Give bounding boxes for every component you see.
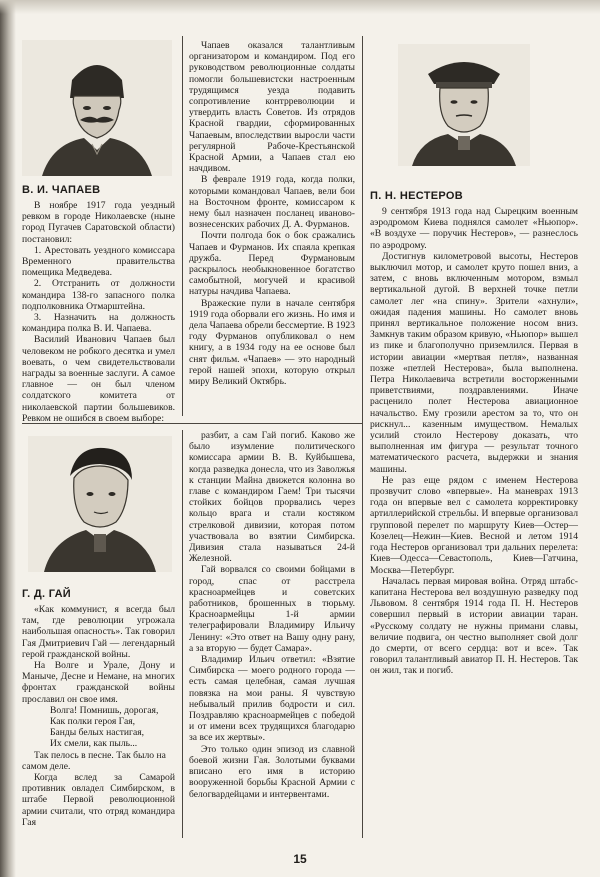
- column-rule-left: [182, 36, 183, 416]
- column-gai-middle: [189, 430, 355, 840]
- portrait-icon: [398, 44, 530, 166]
- chapaev-caption: В. И. ЧАПАЕВ: [22, 184, 101, 196]
- paragraph: «Как коммунист, я всегда был там, где революции угрожала наибольшая опасность». Так говорил Гая Дмитриевич Гай — легендарный герой гражданской войны.: [22, 604, 175, 660]
- page-top-shadow: [0, 0, 600, 14]
- paragraph: В ноябре 1917 года уездный ревком в городе Николаевске (ныне город Пугачев Саратовской области) постановил:: [22, 200, 175, 245]
- paragraph: В феврале 1919 года, когда полки, которыми командовал Чапаев, вели бои на Восточном фронте, комиссаром к нему был назначен посланец иваново-вознесенских рабочих Д. А. Фурманов.: [189, 174, 355, 231]
- paragraph: Вражеские пули в начале сентября 1919 года оборвали его жизнь. Но имя и дела Чапаева обрели бессмертие. В 1923 году Фурманов опубликовал о нем книгу, а в 1934 году на ее основе был снят фильм. «Чапаев» — это народный герой нашей эпохи, которую открыл миру Великий Октябрь.: [189, 297, 355, 388]
- song-line: Их смели, как пыль...: [50, 738, 138, 750]
- paragraph: Гай ворвался со своими бойцами в город, спас от расстрела красноармейцев и советских работников, брошенных в тюрьму. Красноармейцы 1-й армии телеграфировали Владимиру Ильичу Ленину: «Это ответ на Вашу одну рану, а за вторую — будет Самара».: [189, 564, 355, 654]
- paragraph: 1. Арестовать уездного комиссара Временного правительства помещика Медведева.: [22, 244, 175, 279]
- column-gai-left: [22, 604, 175, 840]
- gai-caption: Г. Д. ГАЙ: [22, 588, 72, 600]
- paragraph: Владимир Ильич ответил: «Взятие Симбирска — моего родного города — есть самая целебная, самая лучшая повязка на мои раны. Я чувствую небывалый прилив бодрости и сил. Поздравляю красноармейцев с победой и от имени всех трудящихся благодарю за все их жертвы».: [189, 654, 355, 744]
- paragraph: Почти полгода бок о бок сражались Чапаев и Фурманов. Их спаяла крепкая дружба. Перед Фурмановым раскрылось необыкновенное богатство самобытной, могучей и красивой натуры начдива Чапаева.: [189, 230, 355, 298]
- paragraph: 9 сентября 1913 года над Сырецким военным аэродромом Киева поднялся самолет «Ньюпор». «В воздухе — поручик Нестеров», — разнеслось по аэродрому.: [370, 206, 578, 251]
- song-line: Как полки героя Гая,: [50, 716, 136, 728]
- paragraph: Василий Иванович Чапаев был человеком не робкого десятка и умел воевать, о чем свидетельствовали награды за военные заслуги. А самое главное — он был членом солдатского комитета от николаевской партии большевиков. Ревком не ошибся в своем выборе:: [22, 334, 175, 424]
- portrait-icon: [22, 40, 172, 176]
- nesterov-portrait: [398, 44, 530, 166]
- column-rule-right: [362, 36, 363, 838]
- song-line: Волга! Помнишь, дорогая,: [50, 704, 159, 716]
- paragraph: Чапаев оказался талантливым организатором и командиром. Под его руководством революционные солдаты помогли большевистски настроенным трудящимся уезда подавить сопротивление контрреволюции и утвердить власть Советов. Из отрядов Красной гвардии, сформированных Чапаевым, впоследствии выросли части регулярной Рабоче-Крестьянской Красной Армии, а Чапаев стал ею начдивом.: [189, 40, 355, 175]
- chapaev-portrait: [22, 40, 172, 176]
- gai-portrait: [28, 436, 172, 572]
- page-number: 15: [293, 852, 307, 866]
- paragraph: 3. Назначить на должность командира полка В. И. Чапаева.: [22, 312, 175, 335]
- paragraph: Достигнув километровой высоты, Нестеров выключил мотор, и самолет круто пошел вниз, а затем, с вновь включенным мотором, взмыл вертикальной дугой. В верхней точке петли самолет лег «на спину». Зрители «ахнули», ожидая падения машины. Но самолет вновь принял вертикальное положение носом вниз. Замкнув таким образом кривую, «Ньюпор» вышел из пике и благополучно приземлился. Первая в истории авиации «мертвая петля», названная позже «петлей Нестерова», была выполнена. Петра Николаевича встретили восторженными приветствиями, поздравлениями. Иначе расценило полет Нестерова авиационное начальство. Ему грозили арестом за то, что он рискнул... казенным имуществом. Немалых усилий стоило Нестерову доказать, что выполненная им фигура — результат точного математического расчета, выдержки и знания машины.: [370, 250, 578, 475]
- paragraph: Это только один эпизод из славной боевой жизни Гая. Золотыми буквами вписано его имя в историю вооруженной борьбы Красной Армии с белогвардейцами и интервентами.: [189, 743, 355, 800]
- column-rule-left-bottom: [182, 430, 183, 838]
- paragraph: На Волге и Урале, Дону и Маныче, Десне и Немане, на многих фронтах гражданской войны прославил он свое имя.: [22, 660, 175, 705]
- portrait-icon: [28, 436, 172, 572]
- song-line: Банды белых настигая,: [50, 727, 145, 739]
- column-chapaev-middle: [189, 40, 355, 418]
- paragraph: разбит, а сам Гай погиб. Каково же было изумление политического комиссара армии В. В. Куйбышева, когда разведка донесла, что из Заволжья к станции Майна движется колонна во главе с командиром Гаем! Три тысячи стойких бойцов прорвались через кольцо врага и стали костяком стрелковой дивизии, которая потом участвовала во взятии Симбирска. Дивизия стала называться 24-й Железной.: [189, 430, 355, 565]
- paragraph: Так пелось в песне. Так было на самом деле.: [22, 749, 166, 772]
- page-gutter-shadow: [0, 0, 16, 877]
- paragraph: Началась первая мировая война. Отряд штабс-капитана Нестерова вел воздушную разведку под Львовом. 8 сентября 1914 года П. Н. Нестеров совершил первый в истории авиации таран. «Русскому солдату не нужны примани славы, величие подвига, он честно выполняет свой долг до смерти, от всего сердца: вот и все». Так говорил талантливый авиатор П. Н. Нестеров. Так он жил, так и погиб.: [370, 575, 578, 677]
- nesterov-caption: П. Н. НЕСТЕРОВ: [370, 190, 463, 202]
- column-chapaev-left: [22, 200, 175, 424]
- column-nesterov: [370, 206, 578, 840]
- paragraph: Когда вслед за Самарой противник овладел Симбирском, в штабе Первой революционной армии считали, что отряд командира Гая: [22, 772, 175, 828]
- paragraph: 2. Отстранить от должности командира 138-го запасного полка подполковника Отмарштейна.: [22, 278, 175, 312]
- paragraph: Не раз еще рядом с именем Нестерова прозвучит слово «впервые». На маневрах 1913 года он впервые вел с самолета корректировку артиллерийской стрельбы. И впервые организовал групповой перелет по маршруту Киев—Остер—Козелец—Нежин—Киев. Весной и летом 1914 года Нестеров организовал три дальних перелета: Киев—Одесса—Севастополь, Киев—Гатчина, Москва—Петербург.: [370, 474, 578, 576]
